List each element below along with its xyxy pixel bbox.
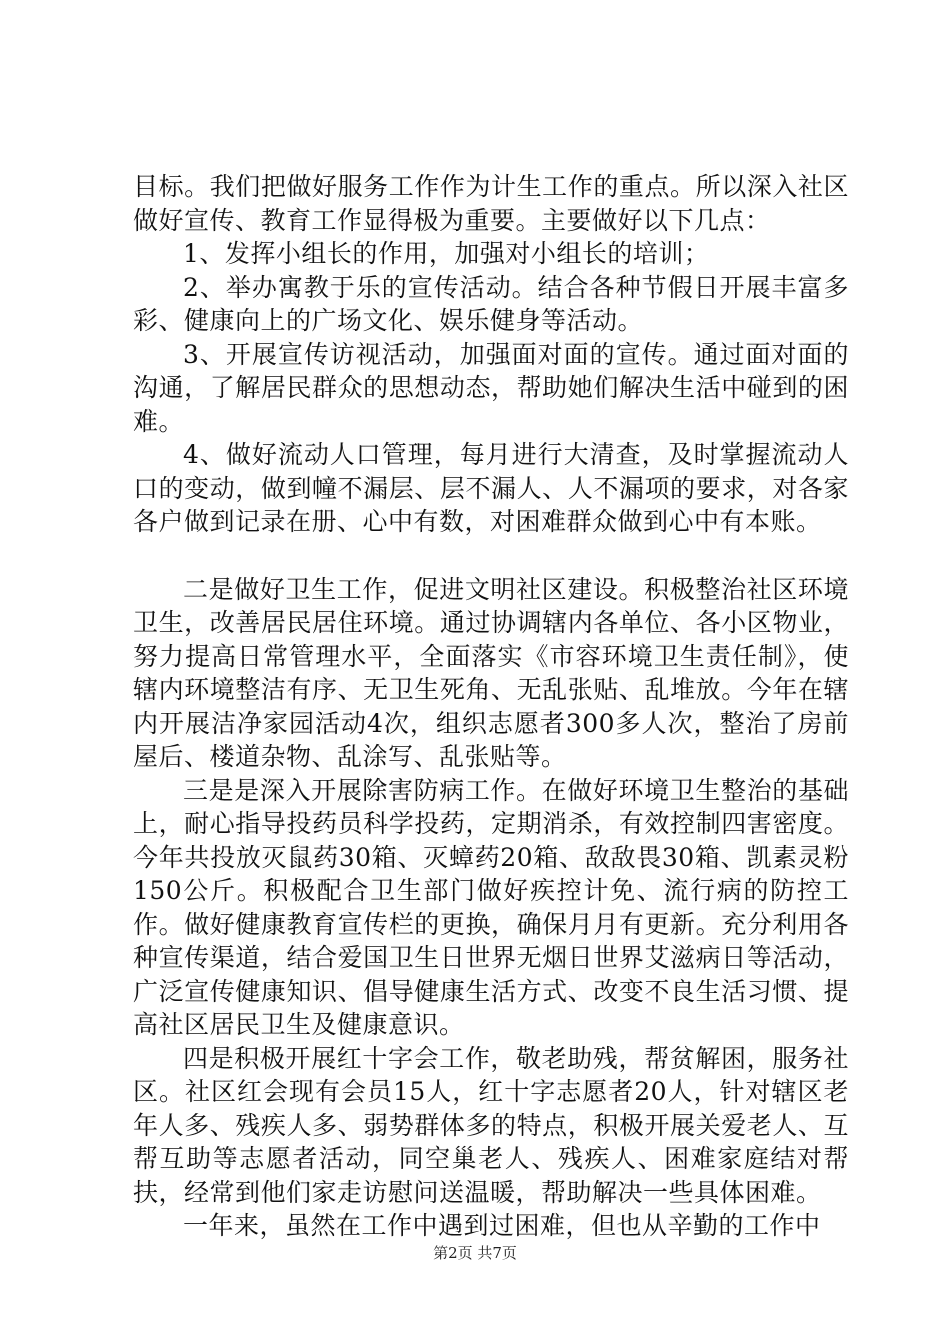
page-number: 第2页 共7页 [433,1244,517,1262]
list-item-1: 1、发挥小组长的作用，加强对小组长的培训； [183,239,710,268]
list-item-2: 2、举办寓教于乐的宣传活动。结合各种节假日开展丰富多彩、健康向上的广场文化、娱乐健身等活动。 [133,272,849,335]
paragraph-disease-prevention: 三是是深入开展除害防病工作。在做好环境卫生整治的基础上，耐心指导投药员科学投药，定期消杀，有效控制四害密度。今年共投放灭鼠药30箱、灭蟑药20箱、敌敌畏30箱、凯素灵粉150公斤。积极配合卫生部门做好疾控计免、流行病的防控工作。做好健康教育宣传栏的更换，确保月月有更新。充分利用各种宣传渠道，结合爱国卫生日世界无烟日世界艾滋病日等活动，广泛宣传健康知识、倡导健康生活方式、改变不良生活习惯、提高社区居民卫生及健康意识。 [133,775,849,1039]
list-item-4: 4、做好流动人口管理，每月进行大清查，及时掌握流动人口的变动，做到幢不漏层、层不漏人、人不漏项的要求，对各家各户做到记录在册、心中有数，对困难群众做到心中有本账。 [133,440,849,536]
paragraph-gap [133,539,849,573]
document-body [133,170,849,1243]
paragraph-red-cross: 四是积极开展红十字会工作，敬老助残，帮贫解困，服务社区。社区红会现有会员15人，红十字志愿者20人，针对辖区老年人多、残疾人多、弱势群体多的特点，积极开展关爱老人、互帮互助等志愿者活动，同空巢老人、残疾人、困难家庭结对帮扶，经常到他们家走访慰问送温暖，帮助解决一些具体困难。 [133,1043,849,1207]
paragraph-sanitation: 二是做好卫生工作，促进文明社区建设。积极整治社区环境卫生，改善居民居住环境。通过协调辖内各单位、各小区物业，努力提高日常管理水平，全面落实《市容环境卫生责任制》，使辖内环境整洁有序、无卫生死角、无乱张贴、乱堆放。今年在辖内开展洁净家园活动4次，组织志愿者300多人次，整治了房前屋后、楼道杂物、乱涂写、乱张贴等。 [133,574,849,771]
list-item-3: 3、开展宣传访视活动，加强面对面的宣传。通过面对面的沟通，了解居民群众的思想动态，帮助她们解决生活中碰到的困难。 [133,339,849,436]
paragraph-intro: 目标。我们把做好服务工作作为计生工作的重点。所以深入社区做好宣传、教育工作显得极为重要。主要做好以下几点： [133,172,849,235]
paragraph-summary: 一年来，虽然在工作中遇到过困难，但也从辛勤的工作中 [183,1211,821,1240]
